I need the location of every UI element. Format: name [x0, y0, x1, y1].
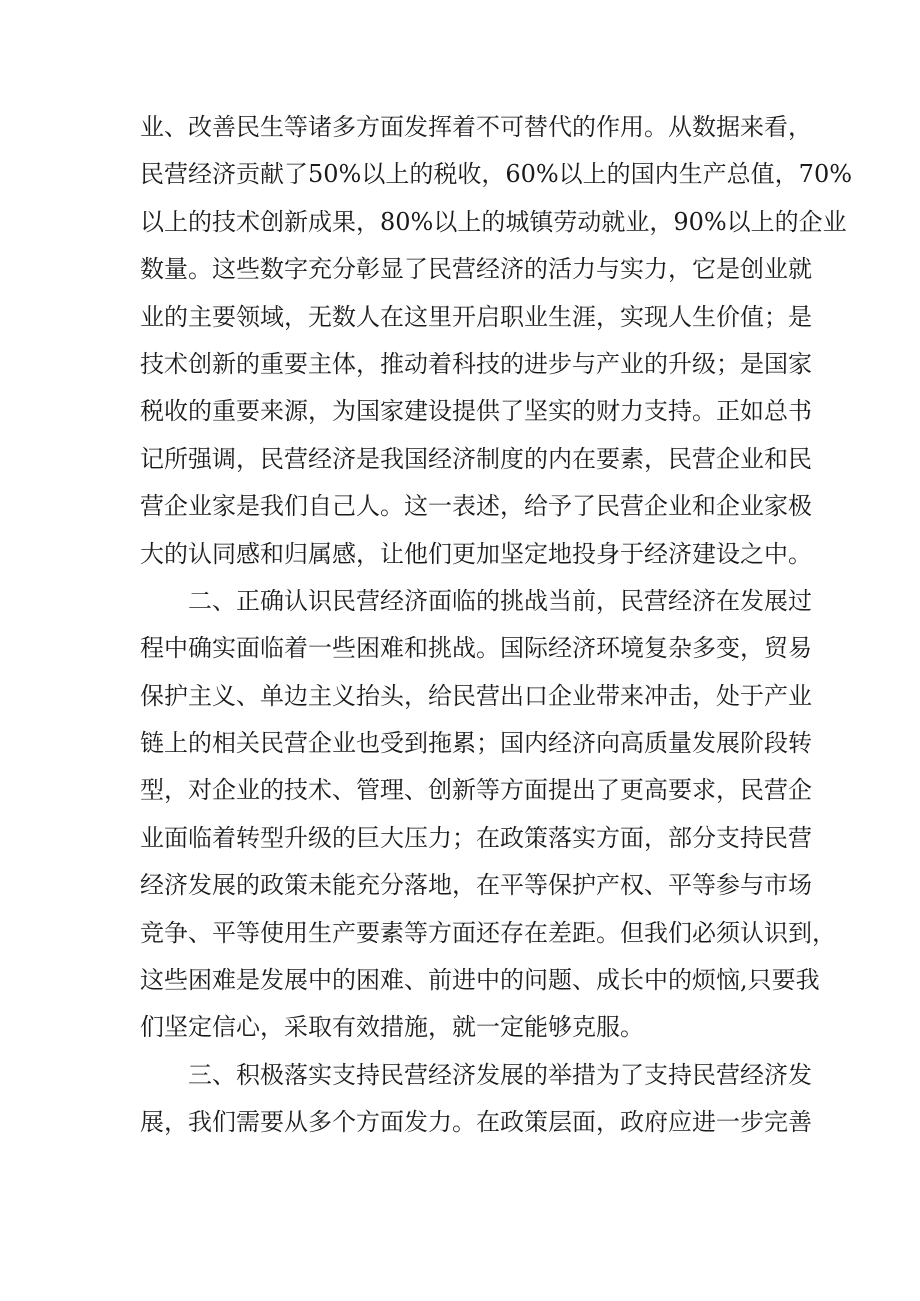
- text-line: 保护主义、单边主义抬头，给民营出口企业带来冲击，处于产业: [140, 681, 812, 710]
- text-line: 税收的重要来源，为国家建设提供了坚实的财力支持。正如总书: [140, 397, 812, 426]
- text-line: 业、改善民生等诸多方面发挥着不可替代的作用。从数据来看，: [140, 113, 812, 141]
- text-line: 大的认同感和归属感，让他们更加坚定地投身于经济建设之中。: [140, 539, 812, 568]
- paragraph-2: [140, 578, 836, 1052]
- text-line: 记所强调，民营经济是我国经济制度的内在要素，民营企业和民: [140, 444, 812, 473]
- text-line: 民营经济贡献了50%以上的税收，60%以上的国内生产总值，70%: [140, 160, 853, 189]
- paragraph-1: [140, 104, 853, 578]
- text-line: 技术创新的重要主体，推动着科技的进步与产业的升级；是国家: [140, 349, 812, 378]
- text-line: 展，我们需要从多个方面发力。在政策层面，政府应进一步完善: [140, 1108, 812, 1137]
- text-line: 业的主要领域，无数人在这里开启职业生涯，实现人生价值；是: [140, 302, 812, 331]
- text-line: 型，对企业的技术、管理、创新等方面提出了更高要求，民营企: [140, 776, 812, 805]
- text-line: 以上的技术创新成果，80%以上的城镇劳动就业，90%以上的企业: [140, 207, 847, 236]
- document-body: [140, 104, 853, 1147]
- text-line: 们坚定信心，采取有效措施，就一定能够克服。: [140, 1013, 644, 1042]
- text-line: 三、积极落实支持民营经济发展的举措为了支持民营经济发: [188, 1060, 812, 1089]
- text-line: 竞争、平等使用生产要素等方面还存在差距。但我们必须认识到，: [140, 918, 836, 947]
- text-line: 二、正确认识民营经济面临的挑战当前，民营经济在发展过: [188, 586, 812, 615]
- text-line: 链上的相关民营企业也受到拖累；国内经济向高质量发展阶段转: [140, 729, 812, 758]
- text-line: 经济发展的政策未能充分落地，在平等保护产权、平等参与市场: [140, 871, 812, 900]
- text-line: 业面临着转型升级的巨大压力；在政策落实方面，部分支持民营: [140, 823, 812, 852]
- text-line: 程中确实面临着一些困难和挑战。国际经济环境复杂多变，贸易: [140, 634, 812, 663]
- text-line: 数量。这些数字充分彰显了民营经济的活力与实力，它是创业就: [140, 255, 812, 284]
- paragraph-3: [140, 1052, 812, 1147]
- text-line: 这些困难是发展中的困难、前进中的问题、成长中的烦恼,只要我: [140, 966, 820, 995]
- text-line: 营企业家是我们自己人。这一表述，给予了民营企业和企业家极: [140, 492, 812, 521]
